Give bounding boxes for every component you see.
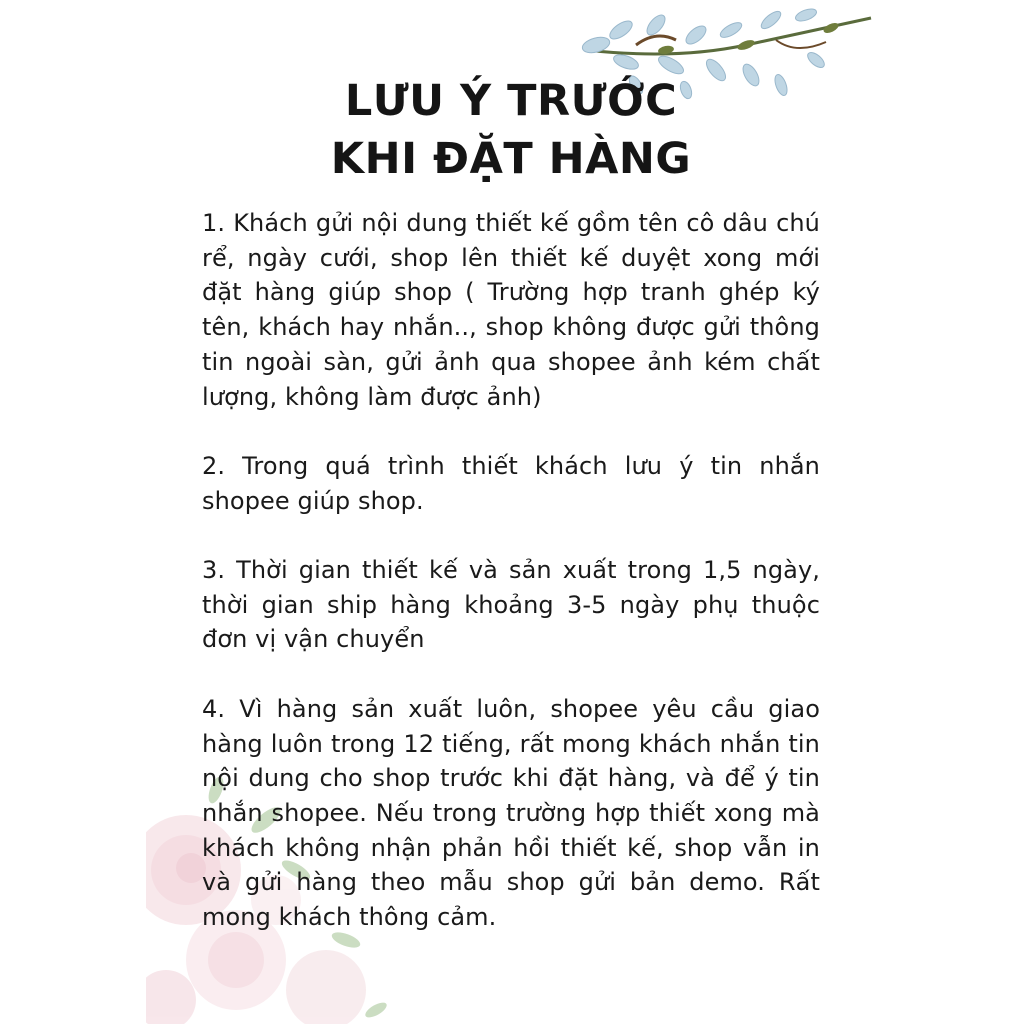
note-item: 4. Vì hàng sản xuất luôn, shopee yêu cầu giao hàng luôn trong 12 tiếng, rất mong khách nhắn tin nội dung cho shop trước khi đặt hàng, và để ý tin nhắn shopee. Nếu trong trường hợp thiết xong mà khách không nhận phản hồi thiết kế, shop vẫn in và gửi hàng theo mẫu shop gửi bản demo. Rất mong khách thông cảm. xyxy=(202,694,820,932)
title-line-2: KHI ĐẶT HÀNG xyxy=(330,134,692,184)
note-item: 3. Thời gian thiết kế và sản xuất trong 1,5 ngày, thời gian ship hàng khoảng 3-5 ngày phụ thuộc đơn vị vận chuyển xyxy=(202,556,820,654)
title-line-1: LƯU Ý TRƯỚC xyxy=(344,76,678,126)
notice-card xyxy=(146,0,876,1024)
note-item: 2. Trong quá trình thiết khách lưu ý tin nhắn shopee giúp shop. xyxy=(202,451,820,515)
notes-list xyxy=(202,206,820,969)
page-title xyxy=(146,72,876,188)
note-item: 1. Khách gửi nội dung thiết kế gồm tên cô dâu chú rể, ngày cưới, shop lên thiết kế duyệt xong mới đặt hàng giúp shop ( Trường hợp tranh ghép ký tên, khách hay nhắn.., shop không được gửi thông tin ngoài sàn, gửi ảnh qua shopee ảnh kém chất lượng, không làm được ảnh) xyxy=(202,209,820,411)
